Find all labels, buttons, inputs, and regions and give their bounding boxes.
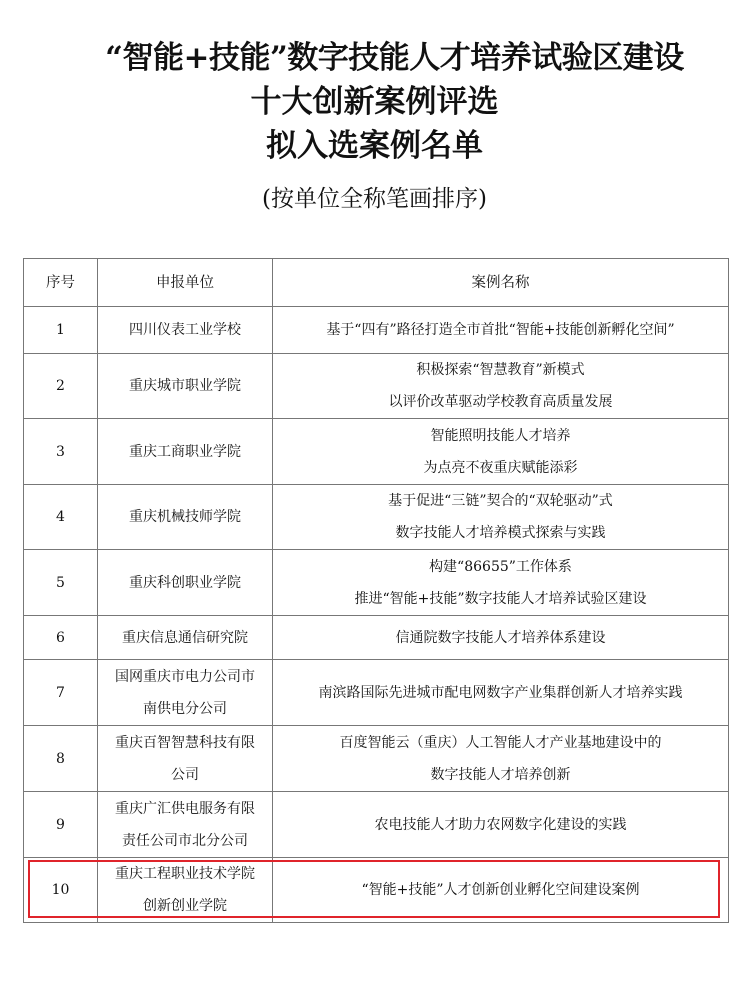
case-cell bbox=[273, 485, 729, 550]
page-subtitle: (按单位全称笔画排序) bbox=[262, 186, 487, 212]
unit-name-line: 公司 bbox=[171, 766, 199, 783]
case-name-line: 为点亮不夜重庆赋能添彩 bbox=[423, 459, 578, 476]
unit-name-line: 重庆城市职业学院 bbox=[129, 378, 241, 394]
row-number: 6 bbox=[24, 616, 98, 660]
unit-name-line: 四川仪表工业学校 bbox=[129, 322, 241, 338]
case-cell bbox=[273, 858, 729, 923]
title-block bbox=[0, 36, 749, 214]
unit-name-line: 创新创业学院 bbox=[143, 898, 227, 914]
unit-cell bbox=[98, 550, 273, 616]
column-header-case: 案例名称 bbox=[273, 259, 729, 307]
unit-name-line: 重庆机械技师学院 bbox=[129, 509, 241, 525]
column-header-unit: 申报单位 bbox=[98, 259, 273, 307]
case-name-line: 百度智能云（重庆）人工智能人才产业基地建设中的 bbox=[339, 734, 662, 751]
case-name-line: 基于促进“三链”契合的“双轮驱动”式 bbox=[388, 493, 613, 509]
row-number: 8 bbox=[24, 726, 98, 792]
case-name-line: 信通院数字技能人才培养体系建设 bbox=[395, 629, 606, 646]
unit-cell bbox=[98, 419, 273, 485]
unit-cell bbox=[98, 485, 273, 550]
case-cell bbox=[273, 550, 729, 616]
unit-name-line: 南供电分公司 bbox=[143, 700, 227, 717]
row-number: 7 bbox=[24, 660, 98, 726]
table-row bbox=[24, 858, 729, 923]
row-number: 1 bbox=[24, 307, 98, 354]
case-name-line: 以评价改革驱动学校教育高质量发展 bbox=[388, 394, 613, 410]
unit-cell bbox=[98, 616, 273, 660]
table-row bbox=[24, 550, 729, 616]
case-name-line: 构建“86655”工作体系 bbox=[429, 558, 572, 575]
case-name-line: 积极探索“智慧教育”新模式 bbox=[416, 362, 585, 378]
row-number: 4 bbox=[24, 485, 98, 550]
table-row bbox=[24, 307, 729, 354]
case-cell bbox=[273, 660, 729, 726]
case-name-line: 农电技能人才助力农网数字化建设的实践 bbox=[374, 816, 627, 833]
case-cell bbox=[273, 419, 729, 485]
row-number: 3 bbox=[24, 419, 98, 485]
unit-cell bbox=[98, 792, 273, 858]
page-title-line2: 十大创新案例评选 bbox=[250, 84, 499, 120]
unit-name-line: 重庆科创职业学院 bbox=[129, 574, 241, 591]
row-number: 2 bbox=[24, 354, 98, 419]
table-row bbox=[24, 485, 729, 550]
page-title-line1: “智能+技能”数字技能人才培养试验区建设 bbox=[105, 40, 684, 76]
row-number: 5 bbox=[24, 550, 98, 616]
case-cell bbox=[273, 616, 729, 660]
unit-name-line: 重庆百智智慧科技有限 bbox=[115, 734, 255, 751]
table-row bbox=[24, 660, 729, 726]
row-number: 9 bbox=[24, 792, 98, 858]
table-row bbox=[24, 726, 729, 792]
unit-cell bbox=[98, 660, 273, 726]
case-name-line: 南滨路国际先进城市配电网数字产业集群创新人才培养实践 bbox=[318, 684, 683, 701]
unit-name-line: 重庆工程职业技术学院 bbox=[115, 866, 255, 882]
page-title-line3: 拟入选案例名单 bbox=[266, 128, 483, 164]
case-name-line: 数字技能人才培养模式探索与实践 bbox=[395, 525, 606, 541]
unit-name-line: 重庆广汇供电服务有限 bbox=[115, 800, 255, 817]
case-cell bbox=[273, 354, 729, 419]
table-row bbox=[24, 616, 729, 660]
unit-name-line: 国网重庆市电力公司市 bbox=[115, 668, 255, 685]
unit-cell bbox=[98, 354, 273, 419]
case-name-line: 推进“智能+技能”数字技能人才培养试验区建设 bbox=[354, 590, 647, 607]
case-cell bbox=[273, 792, 729, 858]
table-row bbox=[24, 792, 729, 858]
case-cell bbox=[273, 307, 729, 354]
table-row bbox=[24, 354, 729, 419]
case-name-line: “智能+技能”人才创新创业孵化空间建设案例 bbox=[361, 882, 640, 898]
unit-name-line: 责任公司市北分公司 bbox=[122, 832, 248, 849]
unit-name-line: 重庆工商职业学院 bbox=[129, 443, 241, 460]
unit-cell bbox=[98, 726, 273, 792]
unit-cell bbox=[98, 858, 273, 923]
case-name-line: 数字技能人才培养创新 bbox=[430, 766, 571, 783]
case-cell bbox=[273, 726, 729, 792]
table-row bbox=[24, 419, 729, 485]
table-header-row bbox=[24, 259, 729, 307]
table-body bbox=[24, 307, 729, 923]
case-name-line: 智能照明技能人才培养 bbox=[430, 427, 571, 444]
unit-cell bbox=[98, 307, 273, 354]
case-list-table bbox=[23, 258, 729, 923]
column-header-number: 序号 bbox=[24, 259, 98, 307]
case-name-line: 基于“四有”路径打造全市首批“智能+技能创新孵化空间” bbox=[326, 322, 675, 338]
row-number: 10 bbox=[24, 858, 98, 923]
unit-name-line: 重庆信息通信研究院 bbox=[122, 629, 248, 646]
